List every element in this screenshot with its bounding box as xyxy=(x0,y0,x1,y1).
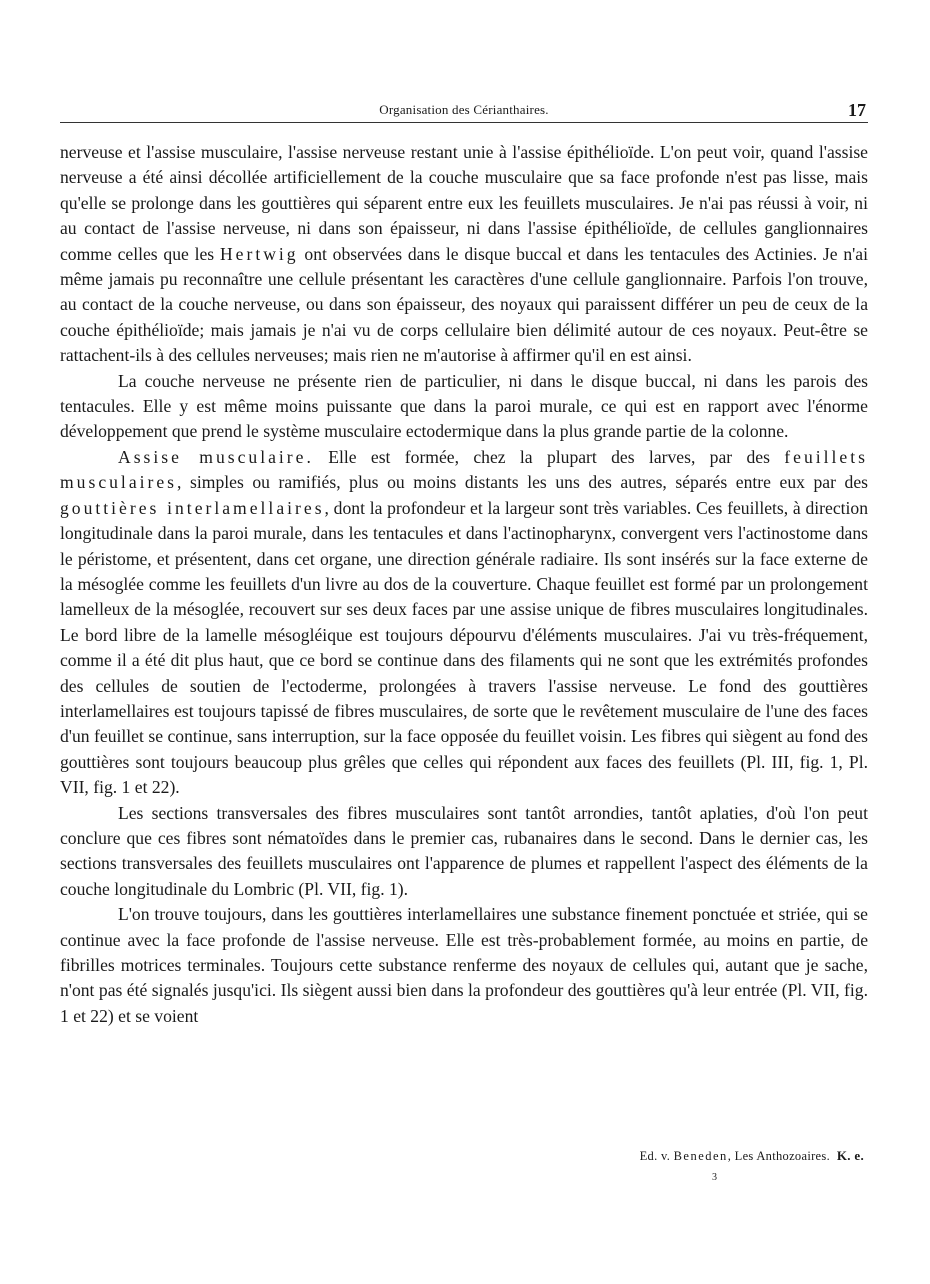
running-title: Organisation des Cérianthaires. xyxy=(379,102,549,117)
page xyxy=(60,0,868,1284)
text-segment: L'on trouve toujours, dans les gouttières interlamellaires une substance finement ponctuée et striée, qui se continue avec la face profonde de l'assise nerveuse. Elle est très-probablement formée, au moins en partie, de fibrilles motrices terminales. Toujours cette substance renferme des noyaux de cellules qui, autant que je sache, n'ont pas été signalés jusqu'ici. Ils siègent aussi bien dans la profondeur des gouttières qu'à leur entrée (Pl. VII, fig. 1 et 22) et se voient xyxy=(60,904,868,1026)
page-number: 17 xyxy=(848,100,866,120)
text-segment: , simples ou ramifiés, plus ou moins distants les uns des autres, séparés entre eux par des xyxy=(177,472,868,493)
running-head xyxy=(60,100,868,123)
paragraph-3 xyxy=(60,445,868,801)
paragraph-5 xyxy=(60,902,868,1029)
term-gouttieres-interlamellaires: gouttières interlamellaires xyxy=(60,497,325,518)
footer-title: , Les Anthozoaires. xyxy=(727,1149,830,1163)
text-segment: ont observées dans le disque buccal et dans les tentacules des Actinies. Je n'ai même jamais pu reconnaître une cellule présentant les caractères d'une cellule ganglionnaire. Parfois l'on trouve, au contact de la couche nerveuse, ou dans son épaisseur, des noyaux qui paraissent différer un peu de ceux de la couche épithélioïde; mais jamais je n'ai vu de corps cellulaire bien délimité autour de ces noyaux. Peut-être se rattachent-ils à des cellules nerveuses; mais rien ne m'autorise à affirmer qu'il en est ainsi. xyxy=(60,243,868,366)
paragraph-1 xyxy=(60,140,868,369)
footer-author: Beneden xyxy=(673,1149,728,1163)
text-segment: nerveuse et l'assise musculaire, l'assise nerveuse restant unie à l'assise épithélioïde. L'on peut voir, quand l'assise nerveuse a été ainsi décollée artificiellement de la couche musculaire que sa face profonde n'est pas lisse, mais qu'elle se prolonge dans les gouttières qui séparent entre eux les feuillets musculaires. Je n'ai pas réussi à voir, ni au contact de l'assise nerveuse, ni dans son épaisseur, ni dans l'assise épithélioïde, de cellules ganglionnaires comme celles que les xyxy=(60,142,868,264)
paragraph-2 xyxy=(60,369,868,445)
section-heading-assise-musculaire: Assise musculaire. xyxy=(118,446,314,467)
term-feuillets-musculaires: feuillets musculaires xyxy=(60,446,868,493)
signature-mark: 3 xyxy=(712,1172,717,1183)
paragraph-4 xyxy=(60,801,868,903)
author-name-hertwig: Hertwig xyxy=(219,243,299,264)
footer-mark: K. e. xyxy=(836,1148,864,1163)
text-segment: , dont la profondeur et la largeur sont très variables. Ces feuillets, à direction longitudinale dans la paroi murale, dans les tentacules et dans l'actinopharynx, convergent vers l'actinostome dans le péristome, et présentent, dans cet organe, une direction générale radiaire. Ils sont insérés sur la face externe de la mésoglée comme les feuillets d'un livre au dos de la couverture. Chaque feuillet est formé par un prolongement lamelleux de la mésoglée, recouvert sur ses deux faces par une assise unique de fibres musculaires longitudinales. Le bord libre de la lamelle mésogléique est toujours dépourvu d'éléments musculaires. J'ai vu très-fréquement, comme il a été dit plus haut, que ce bord se continue dans des filaments qui ne sont que les extrémités profondes des cellules de soutien de l'ectoderme, prolongées à travers l'assise nerveuse. Le fond des gouttières interlamellaires est toujours tapissé de fibres musculaires, de sorte que le revêtement musculaire de l'une des faces d'un feuillet se continue, sans interruption, sur la face opposée du feuillet voisin. Les fibres qui siègent au fond des gouttières sont toujours beaucoup plus grêles que celles qui répondent aux faces des feuillets (Pl. III, fig. 1, Pl. VII, fig. 1 et 22). xyxy=(60,497,868,798)
footer-reference xyxy=(640,1148,864,1164)
text-segment: Elle est formée, chez la plupart des larves, par des xyxy=(313,446,785,467)
body-text xyxy=(60,140,868,1029)
footer-prefix: Ed. v. xyxy=(639,1149,674,1163)
text-segment: La couche nerveuse ne présente rien de particulier, ni dans le disque buccal, ni dans les parois des tentacules. Elle y est même moins puissante que dans la paroi murale, ce qui est en rapport avec l'énorme développement que prend le système musculaire ectodermique dans la plus grande partie de la colonne. xyxy=(60,370,868,442)
text-segment: Les sections transversales des fibres musculaires sont tantôt arrondies, tantôt aplaties, d'où l'on peut conclure que ces fibres sont nématoïdes dans le premier cas, rubanaires dans le second. Dans le dernier cas, les sections transversales des feuillets musculaires ont l'apparence de plumes et rappellent l'aspect des éléments de la couche longitudinale du Lombric (Pl. VII, fig. 1). xyxy=(60,802,868,899)
